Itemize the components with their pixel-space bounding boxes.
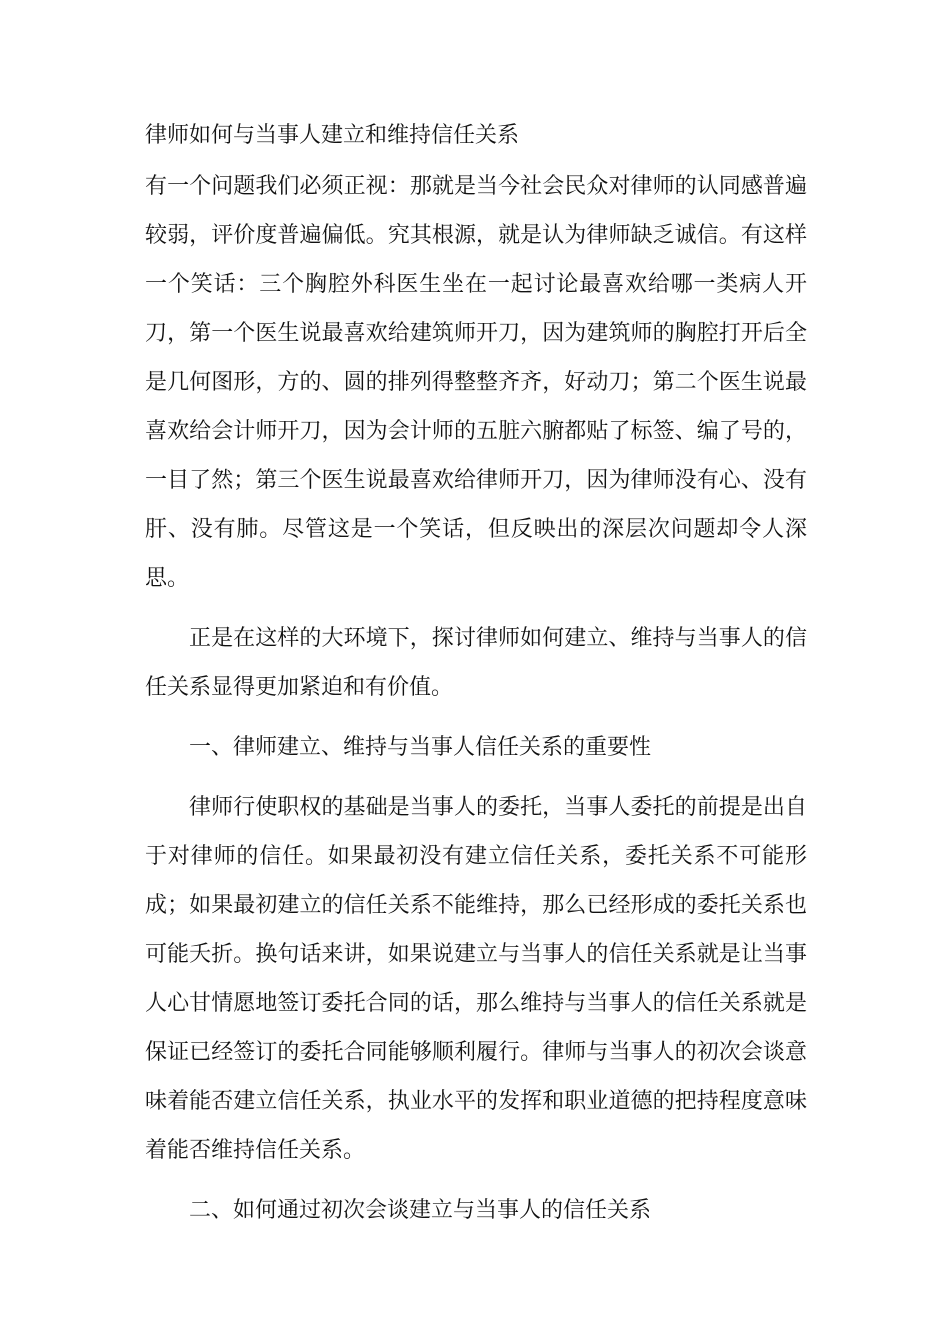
context-paragraph: 正是在这样的大环境下，探讨律师如何建立、维持与当事人的信任关系显得更加紧迫和有价值。	[145, 626, 807, 700]
section-heading-1: 一、律师建立、维持与当事人信任关系的重要性	[189, 735, 652, 760]
importance-paragraph: 律师行使职权的基础是当事人的委托，当事人委托的前提是出自于对律师的信任。如果最初没有建立信任关系，委托关系不可能形成；如果最初建立的信任关系不能维持，那么已经形成的委托关系也可能夭折。换句话来讲，如果说建立与当事人的信任关系就是让当事人心甘情愿地签订委托合同的话，那么维持与当事人的信任关系就是保证已经签订的委托合同能够顺利履行。律师与当事人的初次会谈意味着能否建立信任关系，执业水平的发挥和职业道德的把持程度意味着能否维持信任关系。	[145, 795, 807, 1163]
document-title: 律师如何与当事人建立和维持信任关系	[145, 123, 520, 148]
section-heading-2: 二、如何通过初次会谈建立与当事人的信任关系	[189, 1198, 652, 1223]
intro-paragraph: 有一个问题我们必须正视：那就是当今社会民众对律师的认同感普遍较弱，评价度普遍偏低。究其根源，就是认为律师缺乏诚信。有这样一个笑话：三个胸腔外科医生坐在一起讨论最喜欢给哪一类病人开刀，第一个医生说最喜欢给建筑师开刀，因为建筑师的胸腔打开后全是几何图形，方的、圆的排列得整整齐齐，好动刀；第二个医生说最喜欢给会计师开刀，因为会计师的五脏六腑都贴了标签、编了号的，一目了然；第三个医生说最喜欢给律师开刀，因为律师没有心、没有肝、没有肺。尽管这是一个笑话，但反映出的深层次问题却令人深思。	[145, 174, 807, 591]
document-body	[145, 112, 807, 1235]
